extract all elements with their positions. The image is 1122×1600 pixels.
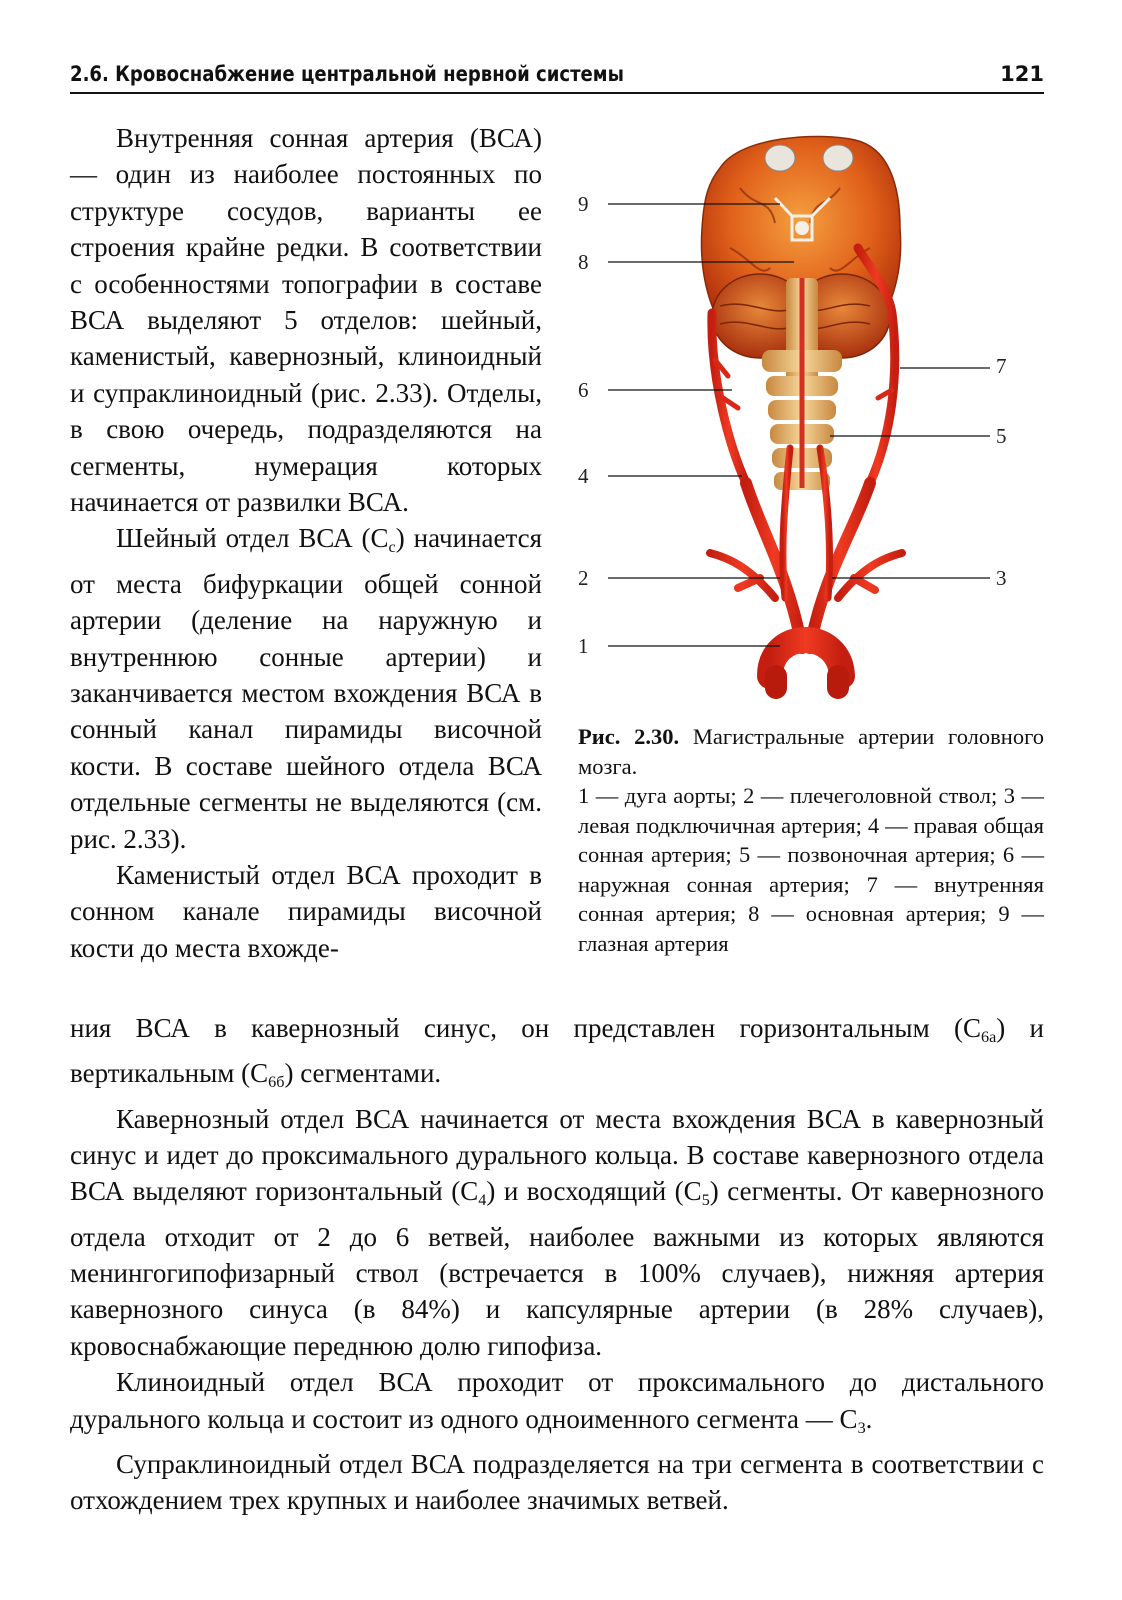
paragraph-clinoid [70,1364,1044,1446]
text-fragment: . [865,1403,873,1434]
paragraph-petrous-start: Каменистый отдел ВСА проходит в сонном канале пирамиды височной кости до места вхожде- [70,859,542,963]
text-fragment: ) начинается от места бифуркации общей сонной артерии (деление на наружную и внутреннюю сонные артерии) и заканчивается местом вхождения ВСА в сонный канал пирамиды височной кости. В составе шейного отдела ВСА отдельные сегменты не выделяются (см. рис. 2.33). [70,523,542,854]
figure-label-3: 3 [996,566,1007,590]
caption-legend: 1 — дуга аорты; 2 — плечеголовной ствол; 3 — левая подключичная артерия; 4 — правая общая сонная артерия; 5 — позвоночная артерия; 6 — наружная сонная артерия; 7 — внутренняя сонная артерия; 8 — основная артерия; 9 — глазная артерия [578,783,1044,956]
caption-label: Рис. 2.30. [578,724,680,749]
page-number: 121 [1000,62,1044,86]
text-fragment: ) сегментами. [284,1058,442,1089]
figure-label-4: 4 [578,464,589,488]
text-fragment: ) и восходящий (C [486,1176,702,1207]
section-title: 2.6. Кровоснабжение центральной нервной системы [70,62,624,86]
full-width-text [70,1010,1044,1519]
arteries-illustration [570,128,1044,708]
subscript: 4 [478,1191,487,1210]
figure-label-9: 9 [578,192,589,216]
text-fragment: ния ВСА в кавернозный синус, он представлен горизонтальным (C [70,1013,981,1043]
figure-brain-arteries [570,128,1044,708]
subscript: 6a [980,1027,997,1046]
running-header [70,56,1044,94]
paragraph-cavernous [70,1101,1044,1365]
subscript: c [388,538,396,557]
subscript: 5 [701,1191,710,1210]
figure-label-8: 8 [578,250,589,274]
paragraph-cervical [70,520,542,857]
text-fragment: ) и вертикальным (C [70,1013,1044,1089]
figure-label-5: 5 [996,424,1007,448]
paragraph-supraclinoid: Супраклиноидный отдел ВСА подразделяется на три сегмента в соответствии с отхождением трех крупных и наиболее значимых ветвей. [70,1448,1044,1516]
caption-title: Магистральные артерии головного мозга. [578,724,1044,779]
figure-label-1: 1 [578,634,589,658]
text-fragment: Клиноидный отдел ВСА проходит от проксимального до дистального дурального кольца и состоит из одного одноименного сегмента — C [70,1367,1044,1434]
text-fragment: ) сегменты. От кавернозного отдела отходит от 2 до 6 ветвей, наиболее важными из которых являются менингогипофизарный ствол (встречается в 100% случаев), нижняя артерия кавернозного синуса (в 84%) и капсулярные артерии (в 28% случаев), кровоснабжающие переднюю долю гипофиза. [70,1176,1045,1361]
figure-label-2: 2 [578,566,589,590]
subscript: 3 [857,1418,866,1437]
figure-caption [578,722,1044,958]
left-column [70,120,542,966]
text-fragment: Шейный отдел ВСА (C [116,523,389,554]
figure-label-7: 7 [996,354,1007,378]
figure-label-6: 6 [578,378,589,402]
caption-heading [578,722,1044,781]
paragraph-petrous-cont [70,1010,1044,1101]
paragraph-ica-intro: Внутренняя сонная артерия (ВСА) — один из наиболее постоянных по структуре сосудов, варианты ее строения крайне редки. В соответствии с особенностями топографии в составе ВСА выделяют 5 отделов: шейный, каменистый, кавернозный, клиноидный и супраклиноидный (рис. 2.33). Отделы, в свою очередь, подразделяются на сегменты, нумерация которых начинается от развилки ВСА. [70,123,542,518]
text-fragment: Кавернозный отдел ВСА начинается от места вхождения ВСА в кавернозный синус и идет до проксимального дурального кольца. В составе кавернозного отдела ВСА выделяют горизонтальный (C [70,1103,1044,1207]
subscript: 6б [268,1073,285,1092]
